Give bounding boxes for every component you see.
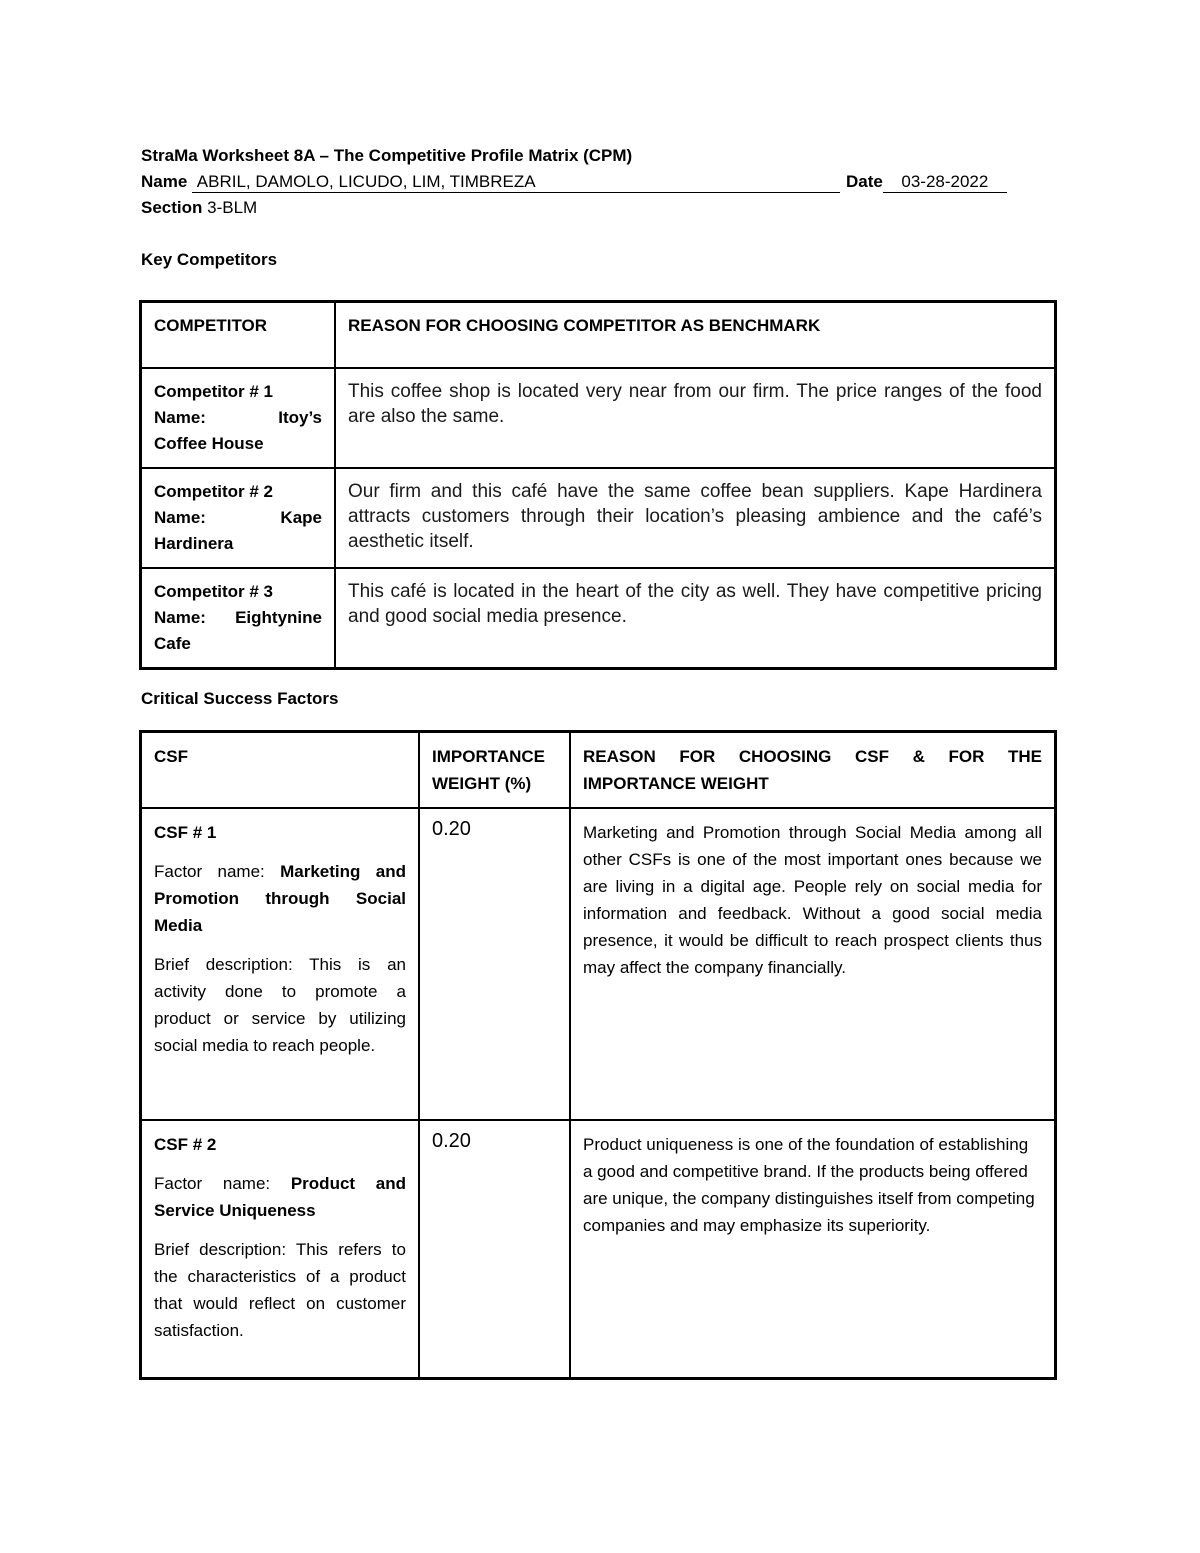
csf-reason: Marketing and Promotion through Social Media among all other CSFs is one of the most important ones because we are living in a digital age. People rely on social media for information and feedback. Without a good social media presence, it would be difficult to reach prospect clients thus may affect the company financially. xyxy=(570,808,1056,1120)
table-row xyxy=(141,808,1056,1120)
competitor-name-first: Kape xyxy=(280,508,322,527)
name-value xyxy=(192,172,840,193)
competitor-column-header: COMPETITOR xyxy=(141,302,336,369)
csf-factor xyxy=(154,858,406,939)
key-competitors-heading: Key Competitors xyxy=(141,250,278,269)
competitor-name-label: Name: xyxy=(154,508,206,527)
competitor-number: Competitor # 2 xyxy=(154,482,274,501)
competitor-name-line xyxy=(154,605,322,631)
name-value-text: ABRIL, DAMOLO, LICUDO, LIM, TIMBREZA xyxy=(196,172,536,191)
csf-description: Brief description: This refers to the characteristics of a product that would reflect on customer satisfaction. xyxy=(154,1240,406,1340)
csf-factor-label: Factor name: xyxy=(154,1174,271,1193)
section-value: 3-BLM xyxy=(207,198,258,217)
csf-cell xyxy=(141,1120,420,1379)
csf-reason-column-header: REASON FOR CHOOSING CSF & FOR THE IMPORTANCE WEIGHT xyxy=(570,732,1056,809)
csf-weight: 0.20 xyxy=(432,818,471,840)
csf-description: Brief description: This is an activity done to promote a product or service by utilizing social media to reach people. xyxy=(154,955,406,1055)
csf-weight: 0.20 xyxy=(432,1130,471,1152)
csf-number: CSF # 1 xyxy=(154,823,217,842)
csf-column-header: CSF xyxy=(141,732,420,809)
csf-reason: Product uniqueness is one of the foundation of establishing a good and competitive brand. If the products being offered are unique, the company distinguishes itself from competing companies and may emphasize its superiority. xyxy=(570,1120,1056,1379)
section-label: Section xyxy=(141,198,203,217)
worksheet-title: StraMa Worksheet 8A – The Competitive Profile Matrix (CPM) xyxy=(141,146,633,165)
table-row xyxy=(141,468,1056,568)
competitor-cell xyxy=(141,368,336,468)
competitor-name-line xyxy=(154,505,322,531)
weight-column-header: IMPORTANCE WEIGHT (%) xyxy=(419,732,570,809)
section-line xyxy=(141,195,1041,221)
competitor-cell xyxy=(141,568,336,669)
table-row xyxy=(141,568,1056,669)
csf-factor-name: Product and Service Uniqueness xyxy=(154,1174,406,1220)
csf-weight-cell xyxy=(419,808,570,1120)
table-row xyxy=(141,368,1056,468)
competitor-reason: This coffee shop is located very near from our firm. The price ranges of the food are also the same. xyxy=(335,368,1056,468)
competitors-header-row xyxy=(141,302,1056,369)
name-label: Name xyxy=(141,172,188,191)
name-line xyxy=(141,169,1041,195)
competitor-reason: Our firm and this café have the same coffee bean suppliers. Kape Hardinera attracts customers through their location’s pleasing ambience and the café’s aesthetic itself. xyxy=(335,468,1056,568)
csf-factor xyxy=(154,1170,406,1224)
csf-number: CSF # 2 xyxy=(154,1135,217,1154)
date-field xyxy=(846,169,1007,195)
csf-weight-cell xyxy=(419,1120,570,1379)
csf-heading: Critical Success Factors xyxy=(141,689,339,708)
competitor-name-rest: Cafe xyxy=(154,634,191,653)
competitor-name-line xyxy=(154,405,322,431)
csf-cell xyxy=(141,808,420,1120)
competitor-cell xyxy=(141,468,336,568)
csf-table xyxy=(139,730,1057,1380)
reason-column-header: REASON FOR CHOOSING COMPETITOR AS BENCHMARK xyxy=(335,302,1056,369)
competitor-name-rest: Coffee House xyxy=(154,434,264,453)
competitor-name-rest: Hardinera xyxy=(154,534,234,553)
worksheet-header xyxy=(141,143,1041,221)
competitor-name-first: Itoy’s xyxy=(278,408,322,427)
competitor-name-first: Eightynine xyxy=(235,608,322,627)
competitors-table xyxy=(139,300,1057,670)
competitor-name-label: Name: xyxy=(154,408,206,427)
competitor-reason: This café is located in the heart of the city as well. They have competitive pricing and good social media presence. xyxy=(335,568,1056,669)
csf-header-row xyxy=(141,732,1056,809)
competitor-number: Competitor # 1 xyxy=(154,382,274,401)
table-row xyxy=(141,1120,1056,1379)
date-label: Date xyxy=(846,172,883,191)
date-value: 03-28-2022 xyxy=(883,172,1007,193)
csf-factor-name: Marketing and Promotion through Social Media xyxy=(154,862,406,935)
competitor-number: Competitor # 3 xyxy=(154,582,274,601)
csf-factor-label: Factor name: xyxy=(154,862,265,881)
competitor-name-label: Name: xyxy=(154,608,206,627)
